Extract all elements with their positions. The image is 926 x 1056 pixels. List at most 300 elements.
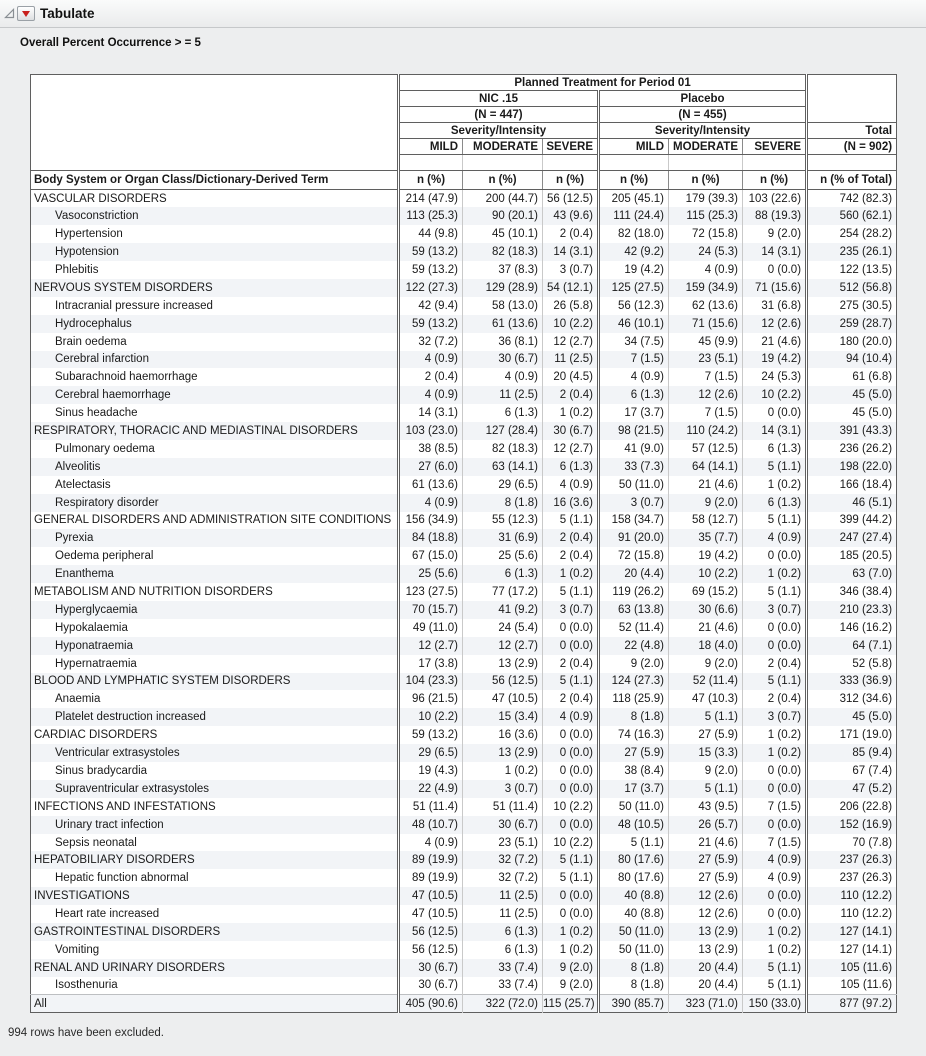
table-row — [31, 404, 897, 422]
value-cell: 35 (7.7) — [669, 529, 743, 547]
table-row — [31, 941, 897, 959]
value-cell: 8 (1.8) — [599, 708, 669, 726]
stat-header: n (%) — [599, 171, 669, 190]
value-cell: 13 (2.9) — [463, 655, 543, 673]
value-cell: 1 (0.2) — [743, 923, 807, 941]
value-cell: 82 (18.3) — [463, 440, 543, 458]
total-n-header: (N = 902) — [807, 139, 897, 155]
value-cell: 103 (23.0) — [399, 422, 463, 440]
total-value-cell: 67 (7.4) — [807, 762, 897, 780]
row-term: METABOLISM AND NUTRITION DISORDERS — [34, 586, 273, 599]
value-cell: 1 (0.2) — [543, 923, 599, 941]
table-row — [31, 261, 897, 279]
severity-header-nic: Severity/Intensity — [399, 123, 599, 139]
table-row — [31, 726, 897, 744]
value-cell: 118 (25.9) — [599, 690, 669, 708]
row-term: Hypertension — [55, 228, 123, 241]
total-value-cell: 275 (30.5) — [807, 297, 897, 315]
value-cell: 10 (2.2) — [543, 834, 599, 852]
value-cell: 29 (6.5) — [463, 476, 543, 494]
value-cell: 179 (39.3) — [669, 190, 743, 208]
row-term: Isosthenuria — [55, 979, 118, 992]
value-cell: 51 (11.4) — [399, 798, 463, 816]
table-row — [31, 494, 897, 512]
value-cell: 0 (0.0) — [543, 887, 599, 905]
row-term: Urinary tract infection — [55, 818, 164, 831]
total-value-cell: 259 (28.7) — [807, 315, 897, 333]
value-cell: 0 (0.0) — [543, 637, 599, 655]
table-row — [31, 476, 897, 494]
value-cell: 0 (0.0) — [543, 619, 599, 637]
total-value-cell: 52 (5.8) — [807, 655, 897, 673]
value-cell: 61 (13.6) — [399, 476, 463, 494]
table-row — [31, 762, 897, 780]
value-cell: 0 (0.0) — [543, 816, 599, 834]
value-cell: 82 (18.0) — [599, 225, 669, 243]
value-cell: 51 (11.4) — [463, 798, 543, 816]
table-row — [31, 422, 897, 440]
value-cell: 10 (2.2) — [743, 386, 807, 404]
value-cell: 74 (16.3) — [599, 726, 669, 744]
value-cell: 54 (12.1) — [543, 279, 599, 297]
value-cell: 6 (1.3) — [743, 494, 807, 512]
value-cell: 80 (17.6) — [599, 869, 669, 887]
total-value-cell: 198 (22.0) — [807, 458, 897, 476]
value-cell: 0 (0.0) — [543, 744, 599, 762]
row-term: RESPIRATORY, THORACIC AND MEDIASTINAL DISORDERS — [34, 425, 358, 438]
value-cell: 59 (13.2) — [399, 726, 463, 744]
value-cell: 43 (9.6) — [543, 207, 599, 225]
value-cell: 200 (44.7) — [463, 190, 543, 208]
table-row — [31, 601, 897, 619]
value-cell: 111 (24.4) — [599, 207, 669, 225]
value-cell: 8 (1.8) — [599, 977, 669, 995]
row-term: Hypotension — [55, 246, 119, 259]
value-cell: 4 (0.9) — [743, 851, 807, 869]
row-term: Supraventricular extrasystoles — [55, 782, 210, 795]
value-cell: 20 (4.4) — [599, 565, 669, 583]
table-row — [31, 529, 897, 547]
value-cell: 110 (24.2) — [669, 422, 743, 440]
value-cell: 62 (13.6) — [669, 297, 743, 315]
value-cell: 23 (5.1) — [463, 834, 543, 852]
table-row — [31, 708, 897, 726]
value-cell: 124 (27.3) — [599, 673, 669, 691]
value-cell: 5 (1.1) — [543, 851, 599, 869]
value-cell: 0 (0.0) — [743, 547, 807, 565]
value-cell: 24 (5.3) — [669, 243, 743, 261]
value-cell: 7 (1.5) — [743, 834, 807, 852]
row-term: Intracranial pressure increased — [55, 299, 213, 312]
value-cell: 2 (0.4) — [543, 386, 599, 404]
value-cell: 322 (72.0) — [463, 995, 543, 1013]
value-cell: 69 (15.2) — [669, 583, 743, 601]
value-cell: 3 (0.7) — [543, 261, 599, 279]
table-row — [31, 368, 897, 386]
value-cell: 55 (12.3) — [463, 512, 543, 530]
value-cell: 6 (1.3) — [463, 565, 543, 583]
value-cell: 21 (4.6) — [743, 333, 807, 351]
value-cell: 5 (1.1) — [743, 959, 807, 977]
row-dimension-header: Body System or Organ Class/Dictionary-Derived Term — [31, 171, 399, 190]
row-term: All — [31, 995, 399, 1013]
value-cell: 44 (9.8) — [399, 225, 463, 243]
value-cell: 24 (5.3) — [743, 368, 807, 386]
table-row — [31, 959, 897, 977]
value-cell: 1 (0.2) — [743, 744, 807, 762]
value-cell: 71 (15.6) — [669, 315, 743, 333]
value-cell: 56 (12.5) — [463, 673, 543, 691]
table-row — [31, 923, 897, 941]
value-cell: 31 (6.8) — [743, 297, 807, 315]
value-cell: 0 (0.0) — [743, 905, 807, 923]
total-value-cell: 877 (97.2) — [807, 995, 897, 1013]
row-term: Heart rate increased — [55, 908, 160, 921]
value-cell: 1 (0.2) — [743, 476, 807, 494]
stat-header: n (%) — [463, 171, 543, 190]
total-value-cell: 105 (11.6) — [807, 977, 897, 995]
value-cell: 122 (27.3) — [399, 279, 463, 297]
row-term: Alveolitis — [55, 460, 101, 473]
value-cell: 5 (1.1) — [543, 512, 599, 530]
total-value-cell: 47 (5.2) — [807, 780, 897, 798]
outline-header — [0, 0, 926, 28]
value-cell: 32 (7.2) — [463, 869, 543, 887]
row-term: Hydrocephalus — [55, 317, 132, 330]
value-cell: 21 (4.6) — [669, 619, 743, 637]
value-cell: 4 (0.9) — [399, 386, 463, 404]
table-row — [31, 583, 897, 601]
total-value-cell: 122 (13.5) — [807, 261, 897, 279]
table-row — [31, 673, 897, 691]
value-cell: 13 (2.9) — [463, 744, 543, 762]
value-cell: 9 (2.0) — [599, 655, 669, 673]
value-cell: 104 (23.3) — [399, 673, 463, 691]
value-cell: 19 (4.2) — [599, 261, 669, 279]
value-cell: 17 (3.7) — [599, 404, 669, 422]
value-cell: 12 (2.7) — [399, 637, 463, 655]
total-value-cell: 64 (7.1) — [807, 637, 897, 655]
tabulate-table-container — [30, 74, 897, 1013]
total-value-cell: 333 (36.9) — [807, 673, 897, 691]
value-cell: 56 (12.5) — [543, 190, 599, 208]
excluded-rows-note: 994 rows have been excluded. — [8, 1027, 164, 1039]
row-term: Hyperglycaemia — [55, 603, 138, 616]
value-cell: 11 (2.5) — [543, 351, 599, 369]
value-cell: 82 (18.3) — [463, 243, 543, 261]
row-term: Hypernatraemia — [55, 657, 137, 670]
row-term: Sinus bradycardia — [55, 764, 148, 777]
value-cell: 50 (11.0) — [599, 476, 669, 494]
table-row — [31, 279, 897, 297]
value-cell: 10 (2.2) — [543, 315, 599, 333]
value-cell: 25 (5.6) — [463, 547, 543, 565]
value-cell: 6 (1.3) — [543, 458, 599, 476]
value-cell: 9 (2.0) — [543, 977, 599, 995]
table-row — [31, 225, 897, 243]
value-cell: 50 (11.0) — [599, 923, 669, 941]
value-cell: 7 (1.5) — [743, 798, 807, 816]
row-term: BLOOD AND LYMPHATIC SYSTEM DISORDERS — [34, 675, 291, 688]
severity-level-header: SEVERE — [543, 139, 599, 155]
total-value-cell: 85 (9.4) — [807, 744, 897, 762]
value-cell: 77 (17.2) — [463, 583, 543, 601]
value-cell: 5 (1.1) — [743, 512, 807, 530]
value-cell: 123 (27.5) — [399, 583, 463, 601]
value-cell: 17 (3.7) — [599, 780, 669, 798]
value-cell: 20 (4.4) — [669, 977, 743, 995]
row-term: VASCULAR DISORDERS — [34, 192, 167, 205]
row-term: Pulmonary oedema — [55, 442, 155, 455]
stat-header: n (%) — [669, 171, 743, 190]
value-cell: 0 (0.0) — [743, 637, 807, 655]
row-term: Anaemia — [55, 693, 101, 706]
value-cell: 8 (1.8) — [599, 959, 669, 977]
value-cell: 47 (10.5) — [399, 887, 463, 905]
row-term: Sinus headache — [55, 407, 138, 420]
total-value-cell: 235 (26.1) — [807, 243, 897, 261]
value-cell: 23 (5.1) — [669, 351, 743, 369]
value-cell: 4 (0.9) — [399, 351, 463, 369]
stat-header: n (%) — [399, 171, 463, 190]
severity-level-header: MODERATE — [463, 139, 543, 155]
value-cell: 12 (2.7) — [543, 440, 599, 458]
total-value-cell: 254 (28.2) — [807, 225, 897, 243]
total-value-cell: 512 (56.8) — [807, 279, 897, 297]
stat-header: n (%) — [743, 171, 807, 190]
total-header: Total — [807, 123, 897, 139]
value-cell: 63 (14.1) — [463, 458, 543, 476]
value-cell: 14 (3.1) — [543, 243, 599, 261]
value-cell: 127 (28.4) — [463, 422, 543, 440]
total-value-cell: 61 (6.8) — [807, 368, 897, 386]
value-cell: 6 (1.3) — [743, 440, 807, 458]
severity-level-header: MILD — [599, 139, 669, 155]
row-term: INFECTIONS AND INFESTATIONS — [34, 800, 216, 813]
value-cell: 47 (10.5) — [463, 690, 543, 708]
value-cell: 43 (9.5) — [669, 798, 743, 816]
value-cell: 7 (1.5) — [599, 351, 669, 369]
row-term: Cerebral infarction — [55, 353, 149, 366]
value-cell: 156 (34.9) — [399, 512, 463, 530]
value-cell: 323 (71.0) — [669, 995, 743, 1013]
row-term: Hypokalaemia — [55, 621, 128, 634]
table-row — [31, 351, 897, 369]
value-cell: 5 (1.1) — [669, 708, 743, 726]
table-row — [31, 816, 897, 834]
value-cell: 5 (1.1) — [743, 977, 807, 995]
row-term: Subarachnoid haemorrhage — [55, 371, 198, 384]
value-cell: 7 (1.5) — [669, 404, 743, 422]
severity-level-header: SEVERE — [743, 139, 807, 155]
value-cell: 36 (8.1) — [463, 333, 543, 351]
value-cell: 119 (26.2) — [599, 583, 669, 601]
value-cell: 10 (2.2) — [543, 798, 599, 816]
value-cell: 0 (0.0) — [743, 261, 807, 279]
table-row — [31, 637, 897, 655]
total-value-cell: 166 (18.4) — [807, 476, 897, 494]
table-row — [31, 315, 897, 333]
value-cell: 27 (5.9) — [669, 851, 743, 869]
value-cell: 63 (13.8) — [599, 601, 669, 619]
value-cell: 47 (10.5) — [399, 905, 463, 923]
value-cell: 38 (8.5) — [399, 440, 463, 458]
value-cell: 125 (27.5) — [599, 279, 669, 297]
value-cell: 9 (2.0) — [669, 655, 743, 673]
tabulate-table — [30, 74, 897, 1013]
header-corner-cell — [31, 75, 399, 171]
value-cell: 37 (8.3) — [463, 261, 543, 279]
value-cell: 14 (3.1) — [399, 404, 463, 422]
value-cell: 27 (5.9) — [669, 726, 743, 744]
value-cell: 11 (2.5) — [463, 905, 543, 923]
row-term: Vasoconstriction — [55, 210, 139, 223]
total-value-cell: 146 (16.2) — [807, 619, 897, 637]
value-cell: 40 (8.8) — [599, 905, 669, 923]
value-cell: 6 (1.3) — [463, 404, 543, 422]
value-cell: 4 (0.9) — [543, 708, 599, 726]
row-term: Ventricular extrasystoles — [55, 747, 180, 760]
severity-level-header: MILD — [399, 139, 463, 155]
row-term: Oedema peripheral — [55, 550, 154, 563]
total-value-cell: 127 (14.1) — [807, 941, 897, 959]
value-cell: 113 (25.3) — [399, 207, 463, 225]
table-row — [31, 690, 897, 708]
total-value-cell: 312 (34.6) — [807, 690, 897, 708]
row-term: Sepsis neonatal — [55, 836, 137, 849]
row-term: INVESTIGATIONS — [34, 890, 130, 903]
group-n-placebo: (N = 455) — [599, 107, 807, 123]
value-cell: 33 (7.4) — [463, 959, 543, 977]
value-cell: 115 (25.7) — [543, 995, 599, 1013]
value-cell: 13 (2.9) — [669, 941, 743, 959]
value-cell: 405 (90.6) — [399, 995, 463, 1013]
value-cell: 12 (2.6) — [669, 887, 743, 905]
value-cell: 25 (5.6) — [399, 565, 463, 583]
table-row — [31, 207, 897, 225]
row-term: Cerebral haemorrhage — [55, 389, 171, 402]
value-cell: 10 (2.2) — [399, 708, 463, 726]
value-cell: 12 (2.6) — [669, 905, 743, 923]
table-row — [31, 458, 897, 476]
table-row — [31, 977, 897, 995]
value-cell: 9 (2.0) — [669, 762, 743, 780]
row-term: Phlebitis — [55, 264, 99, 276]
value-cell: 4 (0.9) — [669, 261, 743, 279]
value-cell: 150 (33.0) — [743, 995, 807, 1013]
row-term: GENERAL DISORDERS AND ADMINISTRATION SITE CONDITIONS — [34, 514, 392, 527]
row-term: Hepatic function abnormal — [55, 872, 189, 885]
value-cell: 71 (15.6) — [743, 279, 807, 297]
value-cell: 10 (2.2) — [669, 565, 743, 583]
value-cell: 13 (2.9) — [669, 923, 743, 941]
total-value-cell: 127 (14.1) — [807, 923, 897, 941]
value-cell: 2 (0.4) — [543, 529, 599, 547]
severity-level-header: MODERATE — [669, 139, 743, 155]
value-cell: 3 (0.7) — [599, 494, 669, 512]
value-cell: 89 (19.9) — [399, 851, 463, 869]
value-cell: 45 (10.1) — [463, 225, 543, 243]
value-cell: 0 (0.0) — [743, 404, 807, 422]
value-cell: 47 (10.3) — [669, 690, 743, 708]
value-cell: 21 (4.6) — [669, 476, 743, 494]
value-cell: 12 (2.7) — [463, 637, 543, 655]
table-row — [31, 887, 897, 905]
value-cell: 84 (18.8) — [399, 529, 463, 547]
value-cell: 70 (15.7) — [399, 601, 463, 619]
total-value-cell: 105 (11.6) — [807, 959, 897, 977]
outline-disclosure-icon[interactable] — [3, 7, 16, 20]
value-cell: 48 (10.5) — [599, 816, 669, 834]
severity-header-placebo: Severity/Intensity — [599, 123, 807, 139]
value-cell: 2 (0.4) — [743, 655, 807, 673]
value-cell: 15 (3.4) — [463, 708, 543, 726]
value-cell: 33 (7.4) — [463, 977, 543, 995]
value-cell: 9 (2.0) — [669, 494, 743, 512]
value-cell: 88 (19.3) — [743, 207, 807, 225]
table-row — [31, 780, 897, 798]
value-cell: 48 (10.7) — [399, 816, 463, 834]
total-value-cell: 210 (23.3) — [807, 601, 897, 619]
total-value-cell: 45 (5.0) — [807, 404, 897, 422]
total-value-cell: 110 (12.2) — [807, 887, 897, 905]
total-value-cell: 94 (10.4) — [807, 351, 897, 369]
total-value-cell: 236 (26.2) — [807, 440, 897, 458]
value-cell: 0 (0.0) — [543, 905, 599, 923]
value-cell: 46 (10.1) — [599, 315, 669, 333]
red-triangle-icon — [22, 11, 30, 17]
value-cell: 56 (12.5) — [399, 923, 463, 941]
value-cell: 1 (0.2) — [743, 941, 807, 959]
row-term: RENAL AND URINARY DISORDERS — [34, 961, 225, 974]
value-cell: 4 (0.9) — [743, 869, 807, 887]
table-row — [31, 440, 897, 458]
table-row — [31, 798, 897, 816]
table-row — [31, 619, 897, 637]
value-cell: 12 (2.6) — [669, 386, 743, 404]
value-cell: 158 (34.7) — [599, 512, 669, 530]
value-cell: 5 (1.1) — [743, 583, 807, 601]
value-cell: 64 (14.1) — [669, 458, 743, 476]
value-cell: 57 (12.5) — [669, 440, 743, 458]
value-cell: 1 (0.2) — [543, 941, 599, 959]
table-row — [31, 655, 897, 673]
value-cell: 1 (0.2) — [463, 762, 543, 780]
value-cell: 5 (1.1) — [543, 869, 599, 887]
value-cell: 2 (0.4) — [543, 690, 599, 708]
value-cell: 50 (11.0) — [599, 941, 669, 959]
red-triangle-menu-button[interactable] — [17, 6, 35, 21]
total-stat-header: n (% of Total) — [807, 171, 897, 190]
value-cell: 159 (34.9) — [669, 279, 743, 297]
total-value-cell: 185 (20.5) — [807, 547, 897, 565]
value-cell: 19 (4.2) — [669, 547, 743, 565]
value-cell: 16 (3.6) — [463, 726, 543, 744]
total-value-cell: 237 (26.3) — [807, 851, 897, 869]
value-cell: 4 (0.9) — [463, 368, 543, 386]
row-term: GASTROINTESTINAL DISORDERS — [34, 925, 221, 938]
table-row — [31, 243, 897, 261]
value-cell: 50 (11.0) — [599, 798, 669, 816]
value-cell: 5 (1.1) — [743, 673, 807, 691]
value-cell: 115 (25.3) — [669, 207, 743, 225]
value-cell: 12 (2.7) — [543, 333, 599, 351]
value-cell: 1 (0.2) — [543, 565, 599, 583]
value-cell: 4 (0.9) — [399, 834, 463, 852]
row-term: Pyrexia — [55, 532, 94, 545]
row-term: Atelectasis — [55, 478, 111, 491]
table-row — [31, 565, 897, 583]
